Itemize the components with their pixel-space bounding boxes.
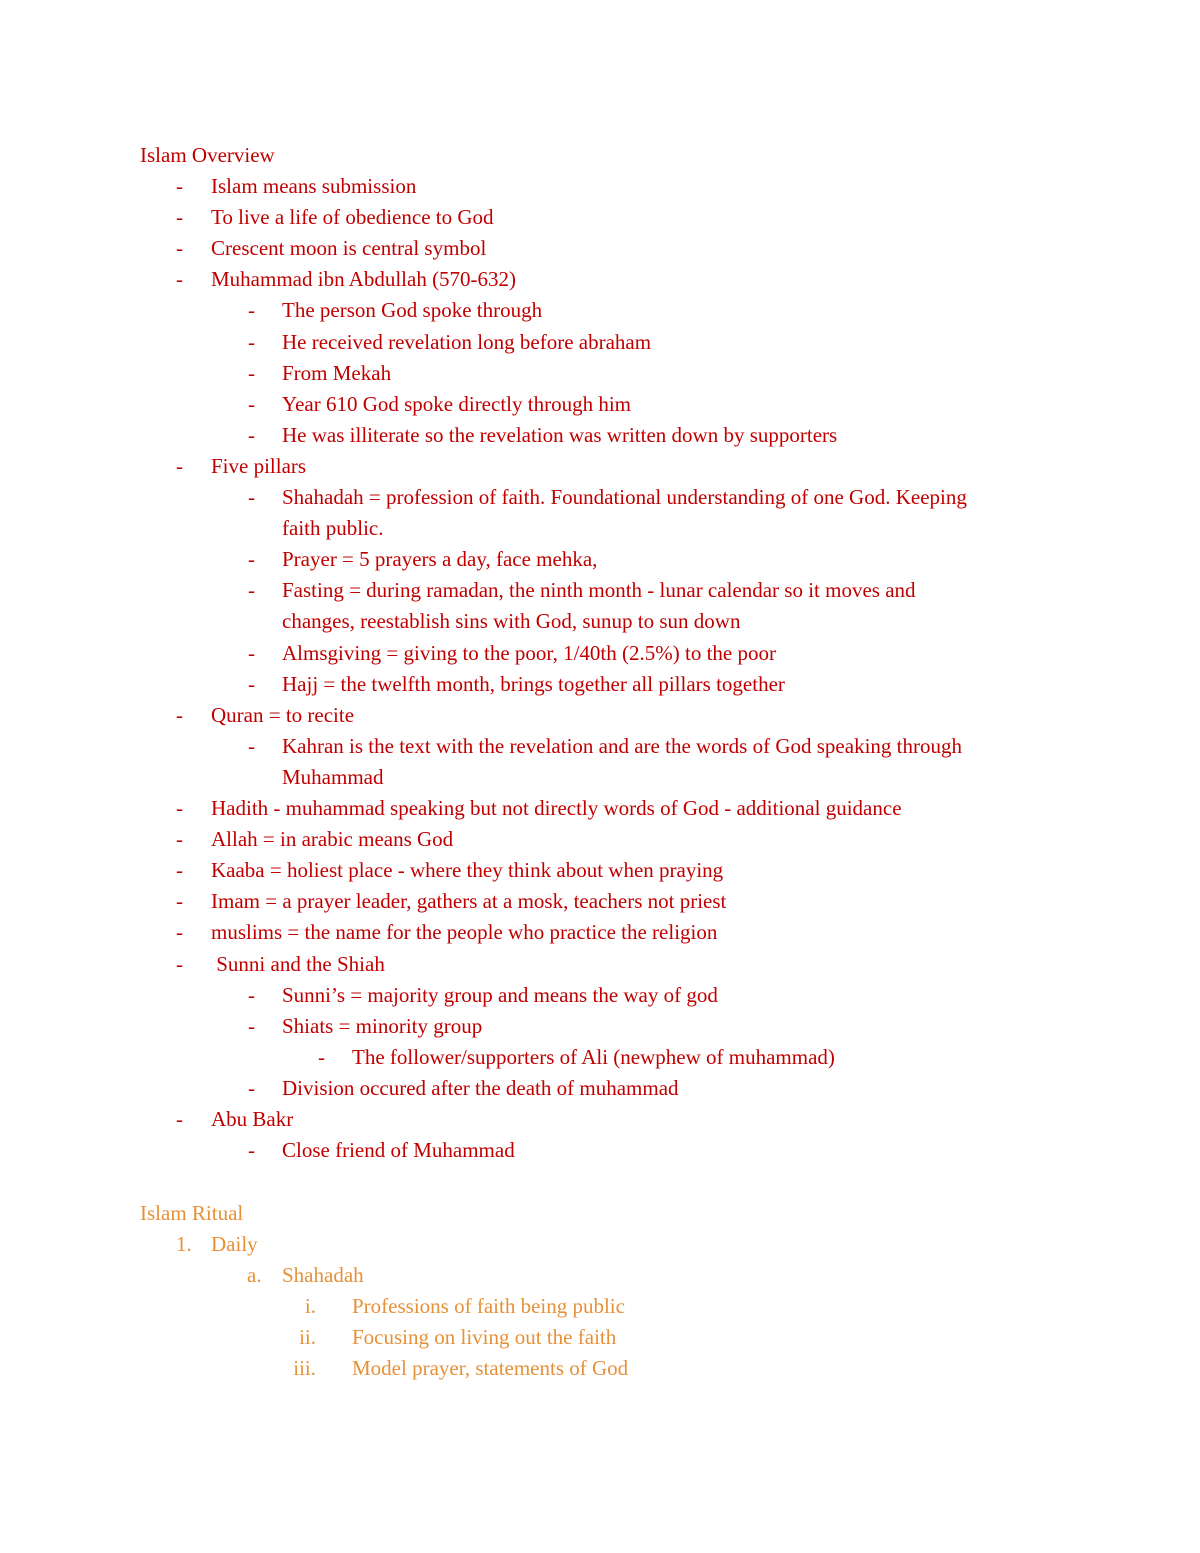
list-item-marker: - — [248, 547, 255, 572]
list-item-marker: 1. — [176, 1232, 192, 1256]
list-item: Islam means submission — [211, 174, 417, 198]
list-item-marker: - — [248, 485, 255, 509]
list-item-marker: - — [176, 453, 183, 478]
list-item: Crescent moon is central symbol — [211, 236, 487, 261]
list-item-marker: - — [318, 1044, 325, 1069]
list-item: Professions of faith being public — [352, 1294, 625, 1319]
list-item-marker: - — [176, 920, 183, 945]
list-item: From Mekah — [282, 360, 392, 385]
list-item: Almsgiving = giving to the poor, 1/40th (2.5%) to the poor — [282, 640, 776, 665]
list-item: Daily — [211, 1232, 258, 1256]
section-title-islam-ritual: Islam Ritual — [140, 1201, 244, 1225]
list-item: faith public. — [282, 516, 384, 541]
list-item-marker: - — [248, 360, 255, 385]
list-item-marker: i. — [304, 1294, 316, 1319]
list-item: Shiats = minority group — [282, 1013, 483, 1038]
list-item-marker: - — [248, 1075, 255, 1100]
list-item: Shahadah — [282, 1263, 364, 1288]
list-item-marker: a. — [247, 1263, 262, 1288]
list-item: Quran = to recite — [211, 702, 355, 727]
list-item-marker: - — [248, 982, 255, 1007]
list-item: To live a life of obedience to God — [211, 205, 494, 230]
list-item: Allah = in arabic means God — [211, 827, 454, 852]
list-item: Sunni’s = majority group and means the way of god — [282, 982, 718, 1007]
list-item: Sunni and the Shiah — [211, 951, 385, 976]
list-item: muslims = the name for the people who practice the religion — [211, 920, 718, 945]
list-item-marker: - — [176, 205, 183, 230]
list-item-marker: - — [248, 422, 255, 447]
list-item-marker: - — [176, 1107, 183, 1131]
list-item-marker: - — [248, 1013, 255, 1038]
list-item-marker: - — [176, 827, 183, 852]
list-item: Kaaba = holiest place - where they think about when praying — [211, 858, 724, 883]
list-item-marker: iii. — [293, 1356, 316, 1381]
list-item-marker: - — [248, 733, 255, 758]
list-item-marker: - — [176, 702, 183, 727]
list-item: Five pillars — [211, 453, 307, 478]
section-title-islam-overview: Islam Overview — [140, 143, 275, 167]
list-item: He received revelation long before abraham — [282, 329, 652, 354]
list-item-marker: - — [176, 267, 183, 292]
list-item: Focusing on living out the faith — [352, 1325, 617, 1350]
list-item: Abu Bakr — [211, 1107, 294, 1131]
list-item-marker: - — [176, 796, 183, 820]
list-item: Imam = a prayer leader, gathers at a mosk, teachers not priest — [211, 889, 727, 914]
list-item-marker: - — [248, 578, 255, 603]
list-item: He was illiterate so the revelation was written down by supporters — [282, 422, 838, 447]
list-item: Kahran is the text with the revelation and are the words of God speaking through — [282, 733, 962, 758]
list-item: The follower/supporters of Ali (newphew of muhammad) — [352, 1044, 835, 1069]
list-item: Shahadah = profession of faith. Foundational understanding of one God. Keeping — [282, 485, 967, 509]
list-item: The person God spoke through — [282, 298, 543, 323]
list-item: Hajj = the twelfth month, brings together all pillars together — [282, 671, 785, 696]
list-item-marker: - — [248, 671, 255, 696]
list-item-marker: - — [176, 951, 183, 976]
list-item-marker: - — [176, 236, 183, 261]
list-item-marker: - — [248, 298, 255, 323]
list-item: Muhammad — [282, 764, 384, 789]
list-item-marker: - — [248, 391, 255, 416]
list-item: Model prayer, statements of God — [352, 1356, 629, 1381]
list-item: Prayer = 5 prayers a day, face mehka, — [282, 547, 598, 572]
list-item: changes, reestablish sins with God, sunup to sun down — [282, 609, 741, 634]
list-item: Close friend of Muhammad — [282, 1138, 515, 1163]
list-item-marker: - — [248, 640, 255, 665]
list-item-marker: - — [248, 1138, 255, 1163]
list-item-marker: ii. — [299, 1325, 316, 1350]
list-item: Muhammad ibn Abdullah (570-632) — [211, 267, 517, 292]
list-item-marker: - — [248, 329, 255, 354]
list-item: Year 610 God spoke directly through him — [282, 391, 631, 416]
list-item: Hadith - muhammad speaking but not directly words of God - additional guidance — [211, 796, 902, 820]
list-item-marker: - — [176, 858, 183, 883]
list-item: Fasting = during ramadan, the ninth month - lunar calendar so it moves and — [282, 578, 916, 603]
list-item-marker: - — [176, 889, 183, 914]
list-item: Division occured after the death of muhammad — [282, 1075, 679, 1100]
list-item-marker: - — [176, 174, 183, 198]
